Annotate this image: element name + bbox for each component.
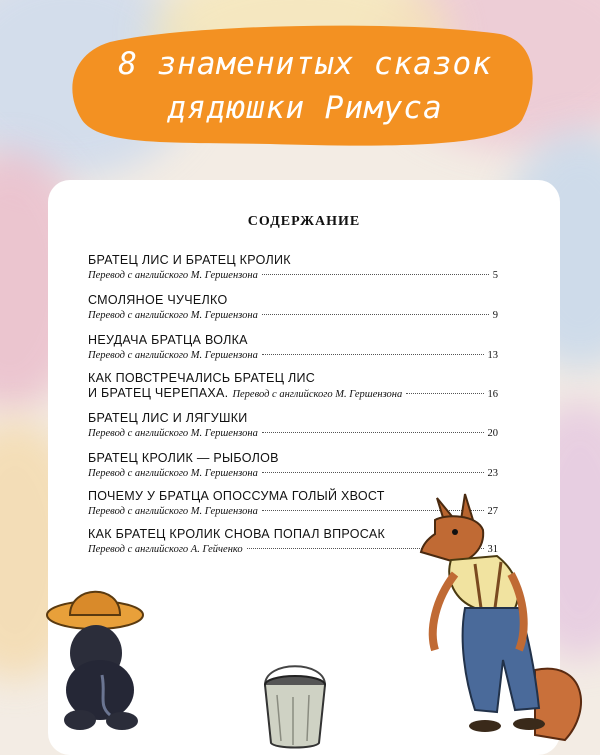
toc-entry-title: ПОЧЕМУ У БРАТЦА ОПОССУМА ГОЛЫЙ ХВОСТ (88, 489, 385, 503)
toc-entry-title: КАК БРАТЕЦ КРОЛИК СНОВА ПОПАЛ ВПРОСАК (88, 527, 386, 541)
toc-entry-page: 20 (487, 428, 498, 439)
brer-fox-illustration (415, 490, 595, 745)
tar-baby-illustration (40, 575, 150, 735)
toc-entry-translator: Перевод с английского М. Гершензона (88, 310, 258, 321)
toc-entry-2[interactable] (88, 292, 498, 323)
bucket-illustration (255, 655, 335, 750)
toc-entry-translator: Перевод с английского М. Гершензона (88, 468, 258, 479)
toc-entry-5[interactable] (88, 410, 498, 441)
toc-entry-1[interactable] (88, 252, 498, 283)
toc-entry-page: 31 (487, 544, 498, 555)
toc-entry-translator: Перевод с английского М. Гершензона (88, 428, 258, 439)
toc-entry-title: БРАТЕЦ КРОЛИК — РЫБОЛОВ (88, 451, 279, 465)
toc-entry-title: СМОЛЯНОЕ ЧУЧЕЛКО (88, 293, 228, 307)
toc-entry-page: 16 (487, 389, 498, 400)
toc-entry-3[interactable] (88, 332, 498, 363)
toc-entry-6[interactable] (88, 450, 498, 481)
toc-entry-page: 27 (487, 506, 498, 517)
toc-entry-translator: Перевод с английского М. Гершензона (232, 389, 403, 400)
toc-entry-title: БРАТЕЦ ЛИС И ЛЯГУШКИ (88, 411, 248, 425)
contents-heading: СОДЕРЖАНИЕ (247, 214, 361, 229)
toc-entry-page: 23 (487, 468, 498, 479)
toc-entry-title-line-2: И БРАТЕЦ ЧЕРЕПАХА. (88, 386, 229, 400)
book-title-badge (70, 20, 540, 150)
dot-leader (262, 354, 484, 355)
book-title-line-2: дядюшки Римуса (167, 90, 443, 126)
dot-leader (262, 274, 489, 275)
toc-entry-title: КАК ПОВСТРЕЧАЛИСЬ БРАТЕЦ ЛИС (88, 371, 316, 385)
book-title-line-1: 8 знаменитых сказок (118, 46, 492, 82)
toc-entry-title: БРАТЕЦ ЛИС И БРАТЕЦ КРОЛИК (88, 253, 291, 267)
toc-entry-page: 5 (492, 270, 498, 281)
toc-entry-4[interactable] (88, 370, 498, 402)
toc-entry-translator: Перевод с английского М. Гершензона (88, 350, 258, 361)
book-title (70, 42, 540, 130)
dot-leader (262, 432, 484, 433)
toc-entry-translator: Перевод с английского А. Гейченко (88, 544, 243, 555)
toc-entry-page: 9 (492, 310, 498, 321)
dot-leader (262, 314, 489, 315)
toc-entry-title: НЕУДАЧА БРАТЦА ВОЛКА (88, 333, 248, 347)
toc-entry-translator: Перевод с английского М. Гершензона (88, 506, 258, 517)
dot-leader (262, 472, 484, 473)
dot-leader (406, 393, 483, 394)
toc-entry-translator: Перевод с английского М. Гершензона (88, 270, 258, 281)
toc-entry-page: 13 (487, 350, 498, 361)
